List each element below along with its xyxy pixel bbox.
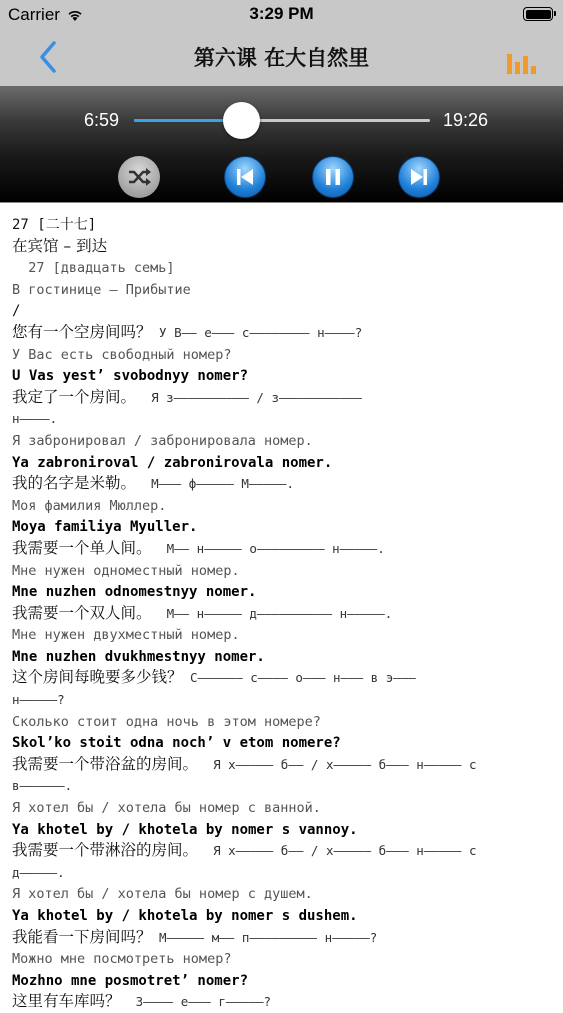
pause-icon — [313, 157, 353, 197]
phrase-text: 在宾馆 – 到达 — [12, 236, 108, 255]
progress-slider[interactable] — [134, 119, 430, 122]
phrase-text: Mozhno mne posmotret’ nomer? — [12, 972, 249, 989]
phrase-text: 我需要一个单人间。 — [12, 538, 152, 557]
phrase-text: Я хотел бы / хотела бы номер с душем. — [12, 886, 313, 903]
phrase-text: д–––––. — [12, 864, 65, 880]
next-button[interactable] — [398, 156, 440, 198]
phrase-line — [12, 343, 557, 365]
nav-bar — [0, 28, 563, 86]
phrase-line — [12, 731, 557, 753]
phrase-text: н–––––? — [12, 692, 65, 708]
phrase-line — [12, 688, 557, 710]
phrase-text: Mne nuzhen dvukhmestnyy nomer. — [12, 648, 265, 665]
bar-chart-icon — [505, 48, 539, 76]
lesson-content[interactable] — [0, 202, 563, 1011]
phrase-text: Я забронировал / забронировала номер. — [12, 432, 313, 449]
phrase-text: У Вас есть свободный номер? — [12, 346, 232, 363]
phrase-line — [12, 321, 557, 343]
phrase-hint: Я х––––– б–– / х––––– б––– н––––– с — [198, 843, 477, 859]
carrier-label: Carrier — [8, 5, 60, 24]
phrase-line — [12, 969, 557, 991]
phrase-text: Mne nuzhen odnomestnyy nomer. — [12, 584, 257, 601]
phrase-line — [12, 818, 557, 840]
shuffle-icon — [118, 156, 160, 198]
phrase-line — [12, 364, 557, 386]
status-time: 3:29 PM — [249, 4, 314, 23]
phrase-text: 我能看一下房间吗？ — [12, 927, 152, 946]
phrase-hint: М–– н––––– о––––––––– н–––––. — [151, 540, 385, 556]
phrase-line — [12, 882, 557, 904]
phrase-text: Сколько стоит одна ночь в этом номере? — [12, 713, 321, 730]
shuffle-button[interactable] — [118, 156, 160, 198]
phrase-line — [12, 861, 557, 883]
phrase-text: Мне нужен одноместный номер. — [12, 562, 240, 579]
phrase-line — [12, 623, 557, 645]
phrase-hint: С–––––– с–––– о––– н––– в э––– — [182, 670, 416, 686]
current-time: 6:59 — [84, 110, 120, 130]
phrase-line — [12, 213, 557, 235]
phrase-text: Мне нужен двухместный номер. — [12, 627, 240, 644]
phrase-hint: У В–– е––– с–––––––– н––––? — [151, 324, 363, 340]
phrase-line — [12, 774, 557, 796]
phrase-text: / — [12, 303, 21, 320]
phrase-text: Я хотел бы / хотела бы номер с ванной. — [12, 800, 321, 817]
phrase-hint: М––––– м–– п––––––––– н–––––? — [151, 929, 378, 945]
phrase-line — [12, 429, 557, 451]
phrase-line — [12, 235, 557, 257]
battery-icon — [523, 7, 553, 21]
phrase-text: 我需要一个双人间。 — [12, 603, 152, 622]
phrase-line — [12, 645, 557, 667]
phrase-text: 27 [二十七] — [12, 217, 97, 233]
phrase-line — [12, 666, 557, 688]
phrase-text: 我需要一个带浴盆的房间。 — [12, 754, 199, 773]
phrase-line — [12, 559, 557, 581]
phrase-text: 我定了一个房间。 — [12, 387, 137, 406]
phrase-text: Ya khotel by / khotela by nomer s dushem. — [12, 908, 358, 924]
phrase-text: Можно мне посмотреть номер? — [12, 951, 232, 968]
phrase-line — [12, 494, 557, 516]
phrase-line — [12, 753, 557, 775]
previous-button[interactable] — [224, 156, 266, 198]
phrase-text: 27 [двадцать семь] — [12, 260, 175, 277]
phrase-line — [12, 580, 557, 602]
phrase-text: в––––––. — [12, 778, 73, 794]
status-bar — [0, 0, 563, 28]
phrase-line — [12, 299, 557, 321]
phrase-hint: М––– ф––––– М–––––. — [136, 476, 295, 492]
total-time: 19:26 — [442, 110, 488, 130]
phrase-text: Skol’ko stoit odna noch’ v etom nomere? — [12, 735, 341, 752]
phrase-hint: Я х––––– б–– / х––––– б––– н––––– с — [198, 756, 477, 772]
phrase-line — [12, 256, 557, 278]
phrase-line — [12, 947, 557, 969]
phrase-text: Moya familiya Myuller. — [12, 519, 198, 536]
phrase-line — [12, 990, 557, 1012]
phrase-text: Моя фамилия Мюллер. — [12, 497, 167, 514]
phrase-text: 这个房间每晚要多少钱？ — [12, 668, 183, 687]
phrase-line — [12, 537, 557, 559]
phrase-line — [12, 904, 557, 926]
phrase-line — [12, 386, 557, 408]
phrase-list — [12, 213, 557, 1012]
phrase-line — [12, 796, 557, 818]
phrase-text: 这里有车库吗？ — [12, 992, 121, 1011]
page-title: 第六课 在大自然里 — [193, 46, 370, 70]
phrase-text: U Vas yest’ svobodnyy nomer? — [12, 368, 249, 385]
phrase-text: 我的名字是米勒。 — [12, 474, 137, 493]
phrase-line — [12, 839, 557, 861]
phrase-line — [12, 407, 557, 429]
phrase-line — [12, 710, 557, 732]
phrase-hint: З–––– е––– г–––––? — [120, 994, 272, 1010]
phrase-text: н––––. — [12, 411, 58, 427]
audio-player — [0, 86, 563, 202]
progress-thumb[interactable] — [223, 102, 260, 139]
phrase-text: Ya zabroniroval / zabronirovala nomer. — [12, 454, 333, 471]
phrase-line — [12, 472, 557, 494]
phrase-line — [12, 515, 557, 537]
skip-forward-icon — [399, 157, 439, 197]
phrase-text: В гостинице – Прибытие — [12, 281, 191, 298]
phrase-hint: М–– н––––– д–––––––––– н–––––. — [151, 605, 393, 621]
stats-button[interactable] — [505, 48, 539, 76]
phrase-text: 您有一个空房间吗？ — [12, 322, 152, 341]
skip-back-icon — [225, 157, 265, 197]
phrase-line — [12, 602, 557, 624]
phrase-line — [12, 451, 557, 473]
phrase-line — [12, 278, 557, 300]
phrase-text: Ya khotel by / khotela by nomer s vannoy. — [12, 821, 358, 838]
phrase-line — [12, 926, 557, 948]
phrase-hint: Я з–––––––––– / з––––––––––– — [136, 389, 362, 405]
phrase-text: 我需要一个带淋浴的房间。 — [12, 841, 199, 860]
pause-button[interactable] — [312, 156, 354, 198]
